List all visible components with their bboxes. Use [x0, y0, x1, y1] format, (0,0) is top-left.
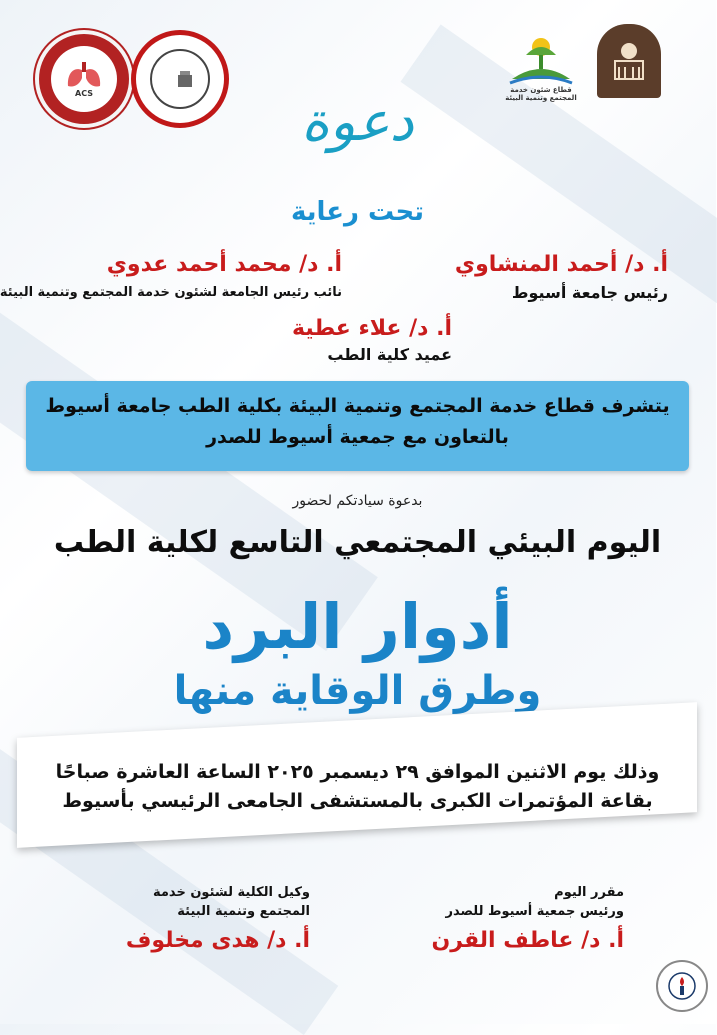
env-logo-label: قطاع شئون خدمة المجتمع وتنمية البيئة: [506, 86, 578, 102]
event-title: اليوم البيئي المجتمعي التاسع لكلية الطب: [54, 525, 663, 560]
lungs-icon: [65, 60, 105, 90]
venue-line: بقاعة المؤتمرات الكبرى بالمستشفى الجامعى الرئيسي بأسيوط: [63, 789, 654, 812]
signature-coordinator: [432, 884, 625, 953]
signature-vice-dean: [127, 884, 311, 953]
patron-vice-president: [1, 252, 343, 300]
invitation-title: دعوة: [302, 90, 415, 153]
banner-line: يتشرف قطاع خدمة المجتمع وتنمية البيئة بكلية الطب جامعة أسيوط: [46, 395, 671, 417]
signature-role: المجتمع وتنمية البيئة: [178, 903, 311, 919]
date-time-line: وذلك يوم الاثنين الموافق ٢٩ ديسمبر ٢٠٢٥ الساعة العاشرة صباحًا: [56, 761, 661, 783]
patron-role: نائب رئيس الجامعة لشئون خدمة المجتمع وتنمية البيئة: [0, 285, 343, 300]
patron-name: أ. د/ محمد أحمد عدوي: [107, 252, 343, 277]
signature-role: ورئيس جمعية أسيوط للصدر: [446, 903, 625, 919]
invite-line: بدعوة سيادتكم لحضور: [293, 493, 424, 509]
signature-role: مقرر اليوم: [555, 885, 625, 900]
assiut-university-logo: [598, 24, 662, 98]
signature-name: أ. د/ هدى مخلوف: [126, 927, 311, 953]
topic-subtitle: وطرق الوقاية منها: [174, 668, 543, 714]
acs-label: ACS: [76, 88, 94, 98]
patron-role: عميد كلية الطب: [328, 345, 453, 364]
signature-role: وكيل الكلية لشئون خدمة: [154, 885, 311, 900]
patron-name: أ. د/ علاء عطية: [293, 316, 453, 341]
patron-president: [456, 252, 669, 302]
torch-icon: [668, 971, 698, 1001]
signature-name: أ. د/ عاطف القرن: [432, 927, 625, 953]
event-details: [0, 758, 717, 815]
bottom-seal-logo: [657, 960, 709, 1012]
patron-role: رئيس جامعة أسيوط: [512, 283, 669, 302]
tree-landscape-icon: [507, 35, 577, 87]
under-patronage-heading: تحت رعاية: [291, 197, 426, 227]
university-emblem-icon: [610, 39, 650, 83]
topic-title: أدوار البرد: [203, 590, 514, 663]
banner-line: بالتعاون مع جمعية أسيوط للصدر: [207, 426, 510, 449]
patron-dean: [293, 316, 453, 364]
organizer-banner: [27, 381, 690, 471]
patron-name: أ. د/ أحمد المنشاوي: [455, 252, 669, 277]
